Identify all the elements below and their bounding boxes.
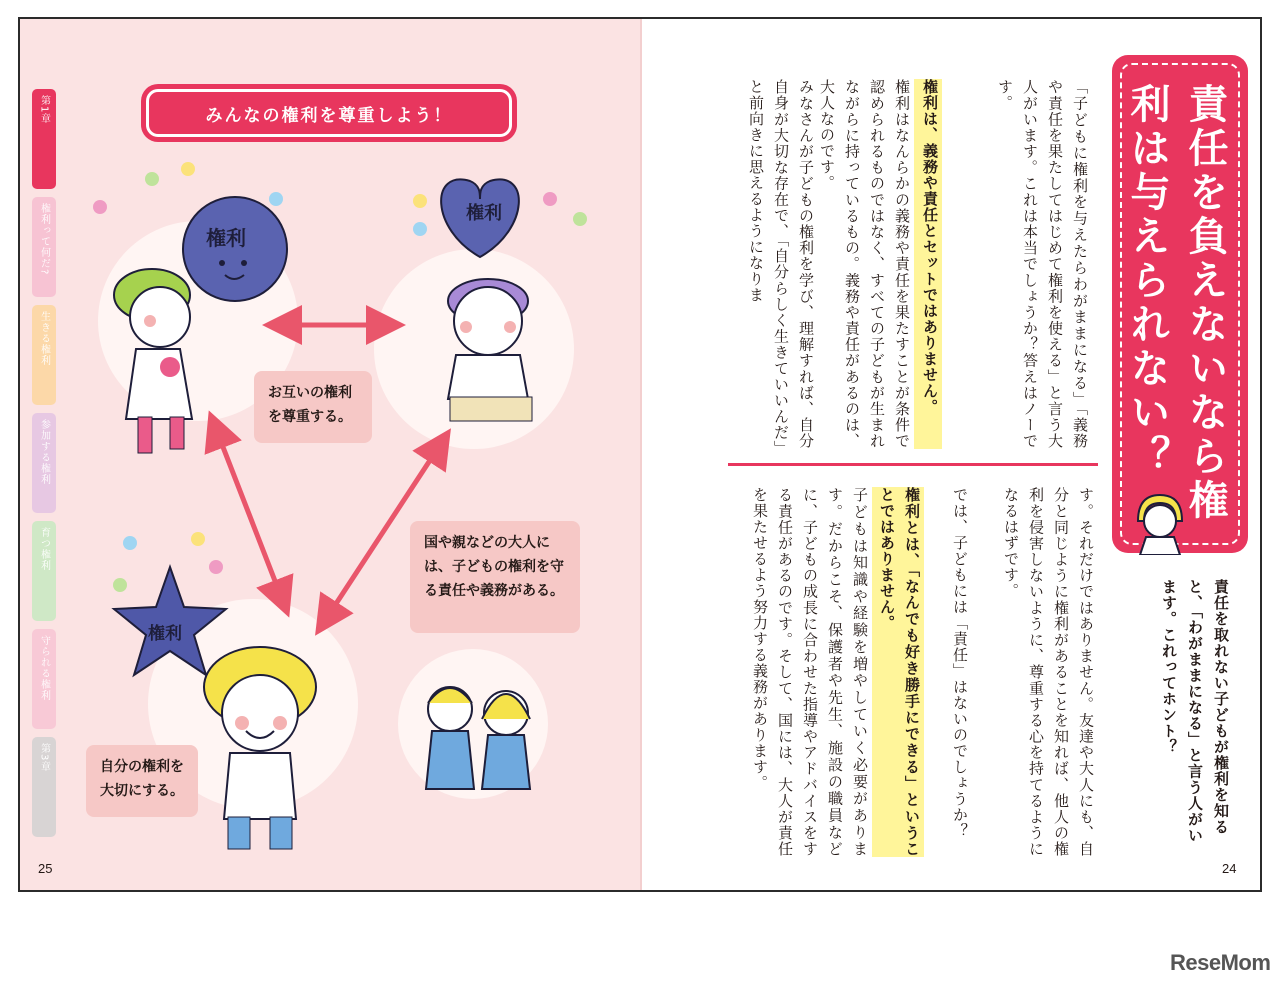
section-divider (728, 463, 1098, 466)
bubble-mutual-respect: お互いの権利を尊重する。 (254, 371, 372, 443)
svg-text:権利: 権利 (466, 203, 502, 224)
page-title: 責任を負えないなら権利は与えられない？ (1124, 83, 1228, 523)
svg-text:権利: 権利 (148, 624, 182, 644)
chapter-tab-life: 生きる権利 (32, 305, 56, 405)
upper-paragraph-3: みなさんが子どもの権利を学び、理解すれば、自分自身が大切な存在で、「自分らしく生きていいんだ」と前向きに思えるようになりま (747, 79, 815, 449)
resemom-logo: ReseMom (1170, 950, 1271, 975)
chapter-tab-1: 第1章 (32, 89, 56, 189)
child-bottom-figure (204, 647, 316, 849)
upper-paragraph-2: 権利はなんらかの義務や責任を果たすことが条件で認められるものではなく、すべての子どもが生まれながらに持っているもの。義務や責任があるのは、大人なのです。 (818, 79, 911, 449)
upper-highlight: 権利は、義務や責任とセットではありません。 (914, 79, 942, 449)
bubble-self-respect: 自分の権利を大切にする。 (86, 745, 198, 817)
chapter-tab-rights: 権利って何だ? (32, 197, 56, 297)
girl-character-illustration (1130, 491, 1190, 555)
lower-paragraph-2: では、子どもには「責任」はないのでしょうか？ (951, 487, 969, 839)
book-spread (18, 17, 1262, 892)
chapter-tab-participation: 参加する権利 (32, 413, 56, 513)
star-figure (114, 567, 226, 675)
chapter-tab-protection: 守られる権利 (32, 629, 56, 729)
chapter-tab-3: 第3章 (32, 737, 56, 837)
bubble-adults-responsibility: 国や親などの大人には、子どもの権利を守る責任や義務がある。 (410, 521, 580, 633)
section-title-banner: みんなの権利を尊重しよう！ (146, 89, 512, 137)
child-with-heart-figure (441, 179, 532, 421)
right-page (642, 19, 1260, 890)
left-page (20, 19, 642, 890)
adults-figure (426, 687, 530, 789)
page-number-left: 25 (38, 861, 53, 876)
title-box (1112, 55, 1248, 553)
svg-text:権利: 権利 (206, 226, 246, 250)
lower-highlight: 権利とは、「なんでも好き勝手にできる」ということではありません。 (872, 487, 924, 857)
lower-paragraph-3: 子どもは知識や経験を増やしていく必要があります。だからこそ、保護者や先生、施設の職員などに、子どもの成長に合わせた指導やアドバイスをする責任があるのです。そして、国には、大人が責任を果たせるよう努力する義務があります。 (751, 487, 869, 857)
chapter-tab-growth: 育つ権利 (32, 521, 56, 621)
sub-question: 責任を取れない子どもが権利を知ると、「わがままになる」と言う人がいます。これってホント？ (1160, 579, 1230, 844)
page-number-right: 24 (1222, 861, 1237, 876)
lower-paragraph-1: す。それだけではありません。友達や大人にも、自分と同じように権利があることを知れば、他人の権利を侵害しないように、尊重する心を持てるようになるはずです。 (1002, 487, 1095, 857)
upper-paragraph-1: 「子どもに権利を与えたらわがままになる」「義務や責任を果たしてはじめて権利を使える」と言う大人がいます。これは本当でしょうか？答えはノーです。 (996, 79, 1089, 449)
arrow-left-diagonal (216, 429, 282, 599)
